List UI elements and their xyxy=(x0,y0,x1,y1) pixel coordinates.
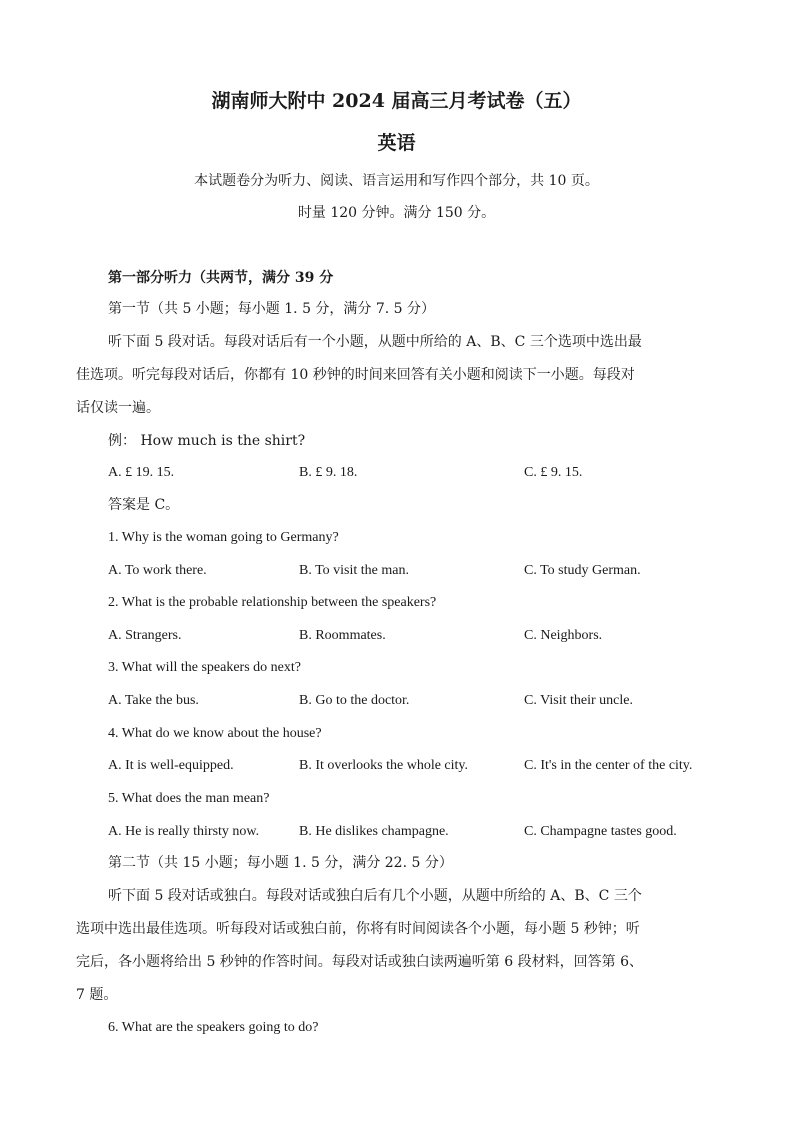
question-5-option-a: A. He is really thirsty now. xyxy=(108,824,260,839)
question-4: 4. What do we know about the house? xyxy=(108,726,322,741)
section1-instruction-line: 听下面 5 段对话。每段对话后有一个小题，从题中所给的 A、B、C 三个选项中选出最 xyxy=(108,334,642,350)
section2-instruction-line: 听下面 5 段对话或独白。每段对话或独白后有几个小题，从题中所给的 A、B、C 三个 xyxy=(108,888,642,904)
section2-instruction-line: 7 题。 xyxy=(76,987,118,1003)
question-3-option-c: C. Visit their uncle. xyxy=(524,693,633,708)
section1-instruction-line: 佳选项。听完每段对话后，你都有 10 秒钟的时间来回答有关小题和阅读下一小题。每段对 xyxy=(76,367,635,383)
exam-info-time: 时量 120 分钟。满分 150 分。 xyxy=(297,205,496,221)
question-2-option-b: B. Roommates. xyxy=(299,628,386,643)
question-4-option-b: B. It overlooks the whole city. xyxy=(299,758,469,773)
question-1-option-c: C. To study German. xyxy=(524,563,641,578)
example-option-c: C. £ 9. 15. xyxy=(524,465,583,480)
question-5: 5. What does the man mean? xyxy=(108,791,270,806)
question-4-option-a: A. It is well-equipped. xyxy=(108,758,234,773)
section1-heading: 第一节（共 5 小题；每小题 1. 5 分，满分 7. 5 分） xyxy=(108,301,436,317)
section2-instruction-line: 完后，各小题将给出 5 秒钟的作答时间。每段对话或独白读两遍听第 6 段材料，回答第 6、 xyxy=(76,954,643,970)
question-5-option-b: B. He dislikes champagne. xyxy=(299,824,449,839)
question-1: 1. Why is the woman going to Germany? xyxy=(108,530,339,545)
subject-title: 英语 xyxy=(377,132,416,154)
question-2-option-c: C. Neighbors. xyxy=(524,628,603,643)
question-2: 2. What is the probable relationship between the speakers? xyxy=(108,595,437,610)
example-answer: 答案是 C。 xyxy=(108,497,180,513)
exam-title: 湖南师大附中 2024 届高三月考试卷（五） xyxy=(211,90,582,112)
example-option-b: B. £ 9. 18. xyxy=(299,465,358,480)
question-3-option-b: B. Go to the doctor. xyxy=(299,693,410,708)
question-5-option-c: C. Champagne tastes good. xyxy=(524,824,677,839)
question-4-option-c: C. It's in the center of the city. xyxy=(524,758,693,773)
example-question: 例： How much is the shirt? xyxy=(108,433,306,449)
section2-instruction-line: 选项中选出最佳选项。听每段对话或独白前，你将有时间阅读各个小题，每小题 5 秒钟；听 xyxy=(76,921,640,937)
question-3-option-a: A. Take the bus. xyxy=(108,693,199,708)
section2-heading: 第二节（共 15 小题；每小题 1. 5 分，满分 22. 5 分） xyxy=(108,855,453,871)
example-option-a: A. £ 19. 15. xyxy=(108,465,175,480)
question-2-option-a: A. Strangers. xyxy=(108,628,182,643)
question-1-option-a: A. To work there. xyxy=(108,563,207,578)
section1-instruction-line: 话仅读一遍。 xyxy=(76,400,160,416)
part1-heading: 第一部分听力（共两节，满分 39 分 xyxy=(108,270,334,286)
question-1-option-b: B. To visit the man. xyxy=(299,563,409,578)
question-6: 6. What are the speakers going to do? xyxy=(108,1020,319,1035)
question-3: 3. What will the speakers do next? xyxy=(108,660,301,675)
exam-info-pages: 本试题卷分为听力、阅读、语言运用和写作四个部分，共 10 页。 xyxy=(194,173,599,189)
